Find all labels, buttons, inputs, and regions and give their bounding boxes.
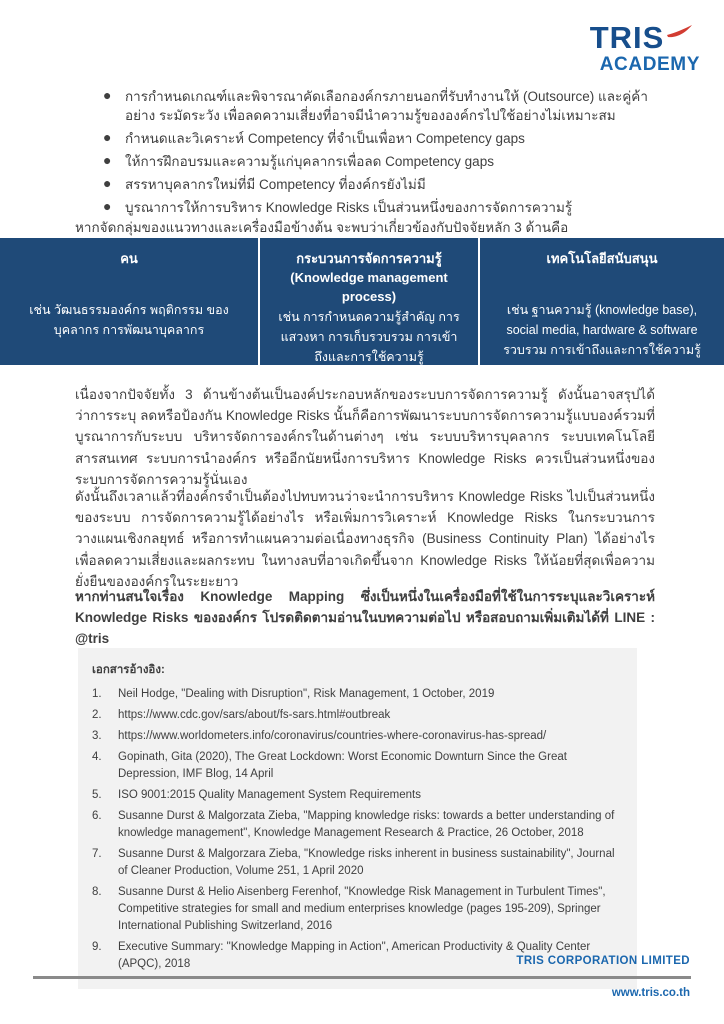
logo-title: TRIS xyxy=(589,20,665,55)
table-column-technology xyxy=(480,238,724,365)
reference-item: 2. https://www.cdc.gov/sars/about/fs-sars.html#outbreak xyxy=(92,709,391,721)
references-title: เอกสารอ้างอิง: xyxy=(92,664,165,676)
references-box xyxy=(78,648,637,989)
three-factors-table xyxy=(0,238,724,365)
body-paragraph-1: เนื่องจากปัจจัยทั้ง 3 ด้านข้างต้นเป็นองค์ประกอบหลักของระบบการจัดการความรู้ ดังนั้นอาจสรุปได้ว่าการระบุ ลดหรือป้องกัน Knowledge Risks นั้นก็คือการพัฒนาระบบการจัดการความรู้แบบองค์รวมที่บูรณาการกับระบบ บริหารจัดการองค์กรในด้านต่างๆ เช่น ระบบบริหารบุคลากร ระบบเทคโนโลยีสารสนเทศ ระบบการนำองค์กร หรืออีกนัยหนึ่งการบริหาร Knowledge Risks ควรเป็นส่วนหนึ่งของระบบการจัดการความรู้นั่นเอง xyxy=(75,387,655,487)
bullet-icon: ● xyxy=(103,198,112,214)
reference-item: 6. Susanne Durst & Malgorzata Zieba, "Mapping knowledge risks: towards a better understanding of knowledge management", Knowledge Management Research & Practice, 26 October, 2018 xyxy=(92,810,615,839)
bullet-icon: ● xyxy=(103,152,112,168)
bullet-icon: ● xyxy=(103,175,112,191)
reference-item: 8. Susanne Durst & Helio Aisenberg Ferenhof, "Knowledge Risk Management in Turbulent Times", Competitive strategies for small and medium enterprises knowledge (pages 195-209), Springer International Publishing Switzerland, 2016 xyxy=(92,886,606,932)
column-body: เช่น ฐานความรู้ (knowledge base), social media, hardware & software รวบรวม การเข้าถึงและการใช้ความรู้ xyxy=(503,303,701,357)
table-column-km-process xyxy=(258,238,480,365)
footer-divider xyxy=(33,976,691,979)
list-item: ● ให้การฝึกอบรมและความรู้แก่บุคลากรเพื่อลด Competency gaps xyxy=(103,152,494,169)
reference-item: 9. Executive Summary: "Knowledge Mapping in Action", American Productivity & Quality Center (APQC), 2018 xyxy=(92,941,591,970)
table-intro-text: หากจัดกลุ่มของแนวทางและเครื่องมือข้างต้น จะพบว่าเกี่ยวข้องกับปัจจัยหลัก 3 ด้านคือ xyxy=(75,220,569,235)
references-list xyxy=(92,686,621,973)
list-item: ● บูรณาการให้การบริหาร Knowledge Risks เป็นส่วนหนึ่งของการจัดการความรู้ xyxy=(103,198,573,215)
reference-item: 4. Gopinath, Gita (2020), The Great Lockdown: Worst Economic Downturn Since the Great Depression, IMF Blog, 14 April xyxy=(92,751,567,780)
reference-item: 5. ISO 9001:2015 Quality Management System Requirements xyxy=(92,789,421,801)
column-body: เช่น การกำหนดความรู้สำคัญ การแสวงหา การเก็บรวบรวม การเข้าถึงและการใช้ความรู้ xyxy=(278,309,460,364)
highlight-paragraph-line-contact: หากท่านสนใจเรื่อง Knowledge Mapping ซึ่งเป็นหนึ่งในเครื่องมือที่ใช้ในการระบุและวิเคราะห์ Knowledge Risks ขององค์กร โปรดติดตามอ่านในบทความต่อไป หรือสอบถามเพิ่มเติมได้ที่ LINE : @tris xyxy=(75,589,655,646)
column-header: คน xyxy=(120,251,138,266)
logo-subtitle: ACADEMY xyxy=(599,54,700,75)
footer-website-link[interactable]: www.tris.co.th xyxy=(611,987,690,999)
list-item: ● การกำหนดเกณฑ์และพิจารณาคัดเลือกองค์กรภายนอกที่รับทำงานให้ (Outsource) และคู่ค้าอย่าง ระมัดระวัง เพื่อลดความเสี่ยงที่อาจมีนำความรู้ขององค์กรไปใช้อย่างไม่เหมาะสม xyxy=(103,87,648,123)
reference-item: 7. Susanne Durst & Malgorzara Zieba, "Knowledge risks inherent in business sustainability", Journal of Cleaner Production, Volume 251, 1 April 2020 xyxy=(92,848,615,877)
bullet-icon: ● xyxy=(103,87,112,103)
red-swoosh-icon xyxy=(666,25,693,38)
column-header: กระบวนการจัดการความรู้ (Knowledge management process) xyxy=(290,251,448,304)
footer-company-name: TRIS CORPORATION LIMITED xyxy=(516,955,690,967)
knowledge-risk-measures-list xyxy=(75,87,659,221)
column-body: เช่น วัฒนธรรมองค์กร พฤติกรรม ของบุคลากร การพัฒนาบุคลากร xyxy=(29,303,229,337)
list-item: ● กำหนดและวิเคราะห์ Competency ที่จำเป็นเพื่อหา Competency gaps xyxy=(103,129,525,146)
reference-item: 1. Neil Hodge, "Dealing with Disruption", Risk Management, 1 October, 2019 xyxy=(92,688,495,700)
body-paragraph-2: ดังนั้นถึงเวลาแล้วที่องค์กรจำเป็นต้องไปทบทวนว่าจะนำการบริหาร Knowledge Risks ไปเป็นส่วนหนึ่งของระบบ การจัดการความรู้ได้อย่างไร หรือเพิ่มการวิเคราะห์ Knowledge Risks ในกระบวนการวางแผนเชิงกลยุทธ์ หรือการทำแผนความต่อเนื่องทางธุรกิจ (Business Continuity Plan) ได้อย่างไร เพื่อลดความเสี่ยงและผลกระทบ ในทางลบที่อาจเกิดขึ้นจาก Knowledge Risks ให้น้อยที่สุดเพื่อความยั่งยืนขององค์กรในระยะยาว xyxy=(75,489,655,589)
column-header: เทคโนโลยีสนับสนุน xyxy=(546,251,658,266)
bullet-icon: ● xyxy=(103,129,112,145)
reference-item: 3. https://www.worldometers.info/coronavirus/countries-where-coronavirus-has-spread/ xyxy=(92,730,547,742)
list-item: ● สรรหาบุคลากรใหม่ที่มี Competency ที่องค์กรยังไม่มี xyxy=(103,175,426,192)
tris-academy-logo xyxy=(590,22,700,74)
table-column-people xyxy=(0,238,258,365)
